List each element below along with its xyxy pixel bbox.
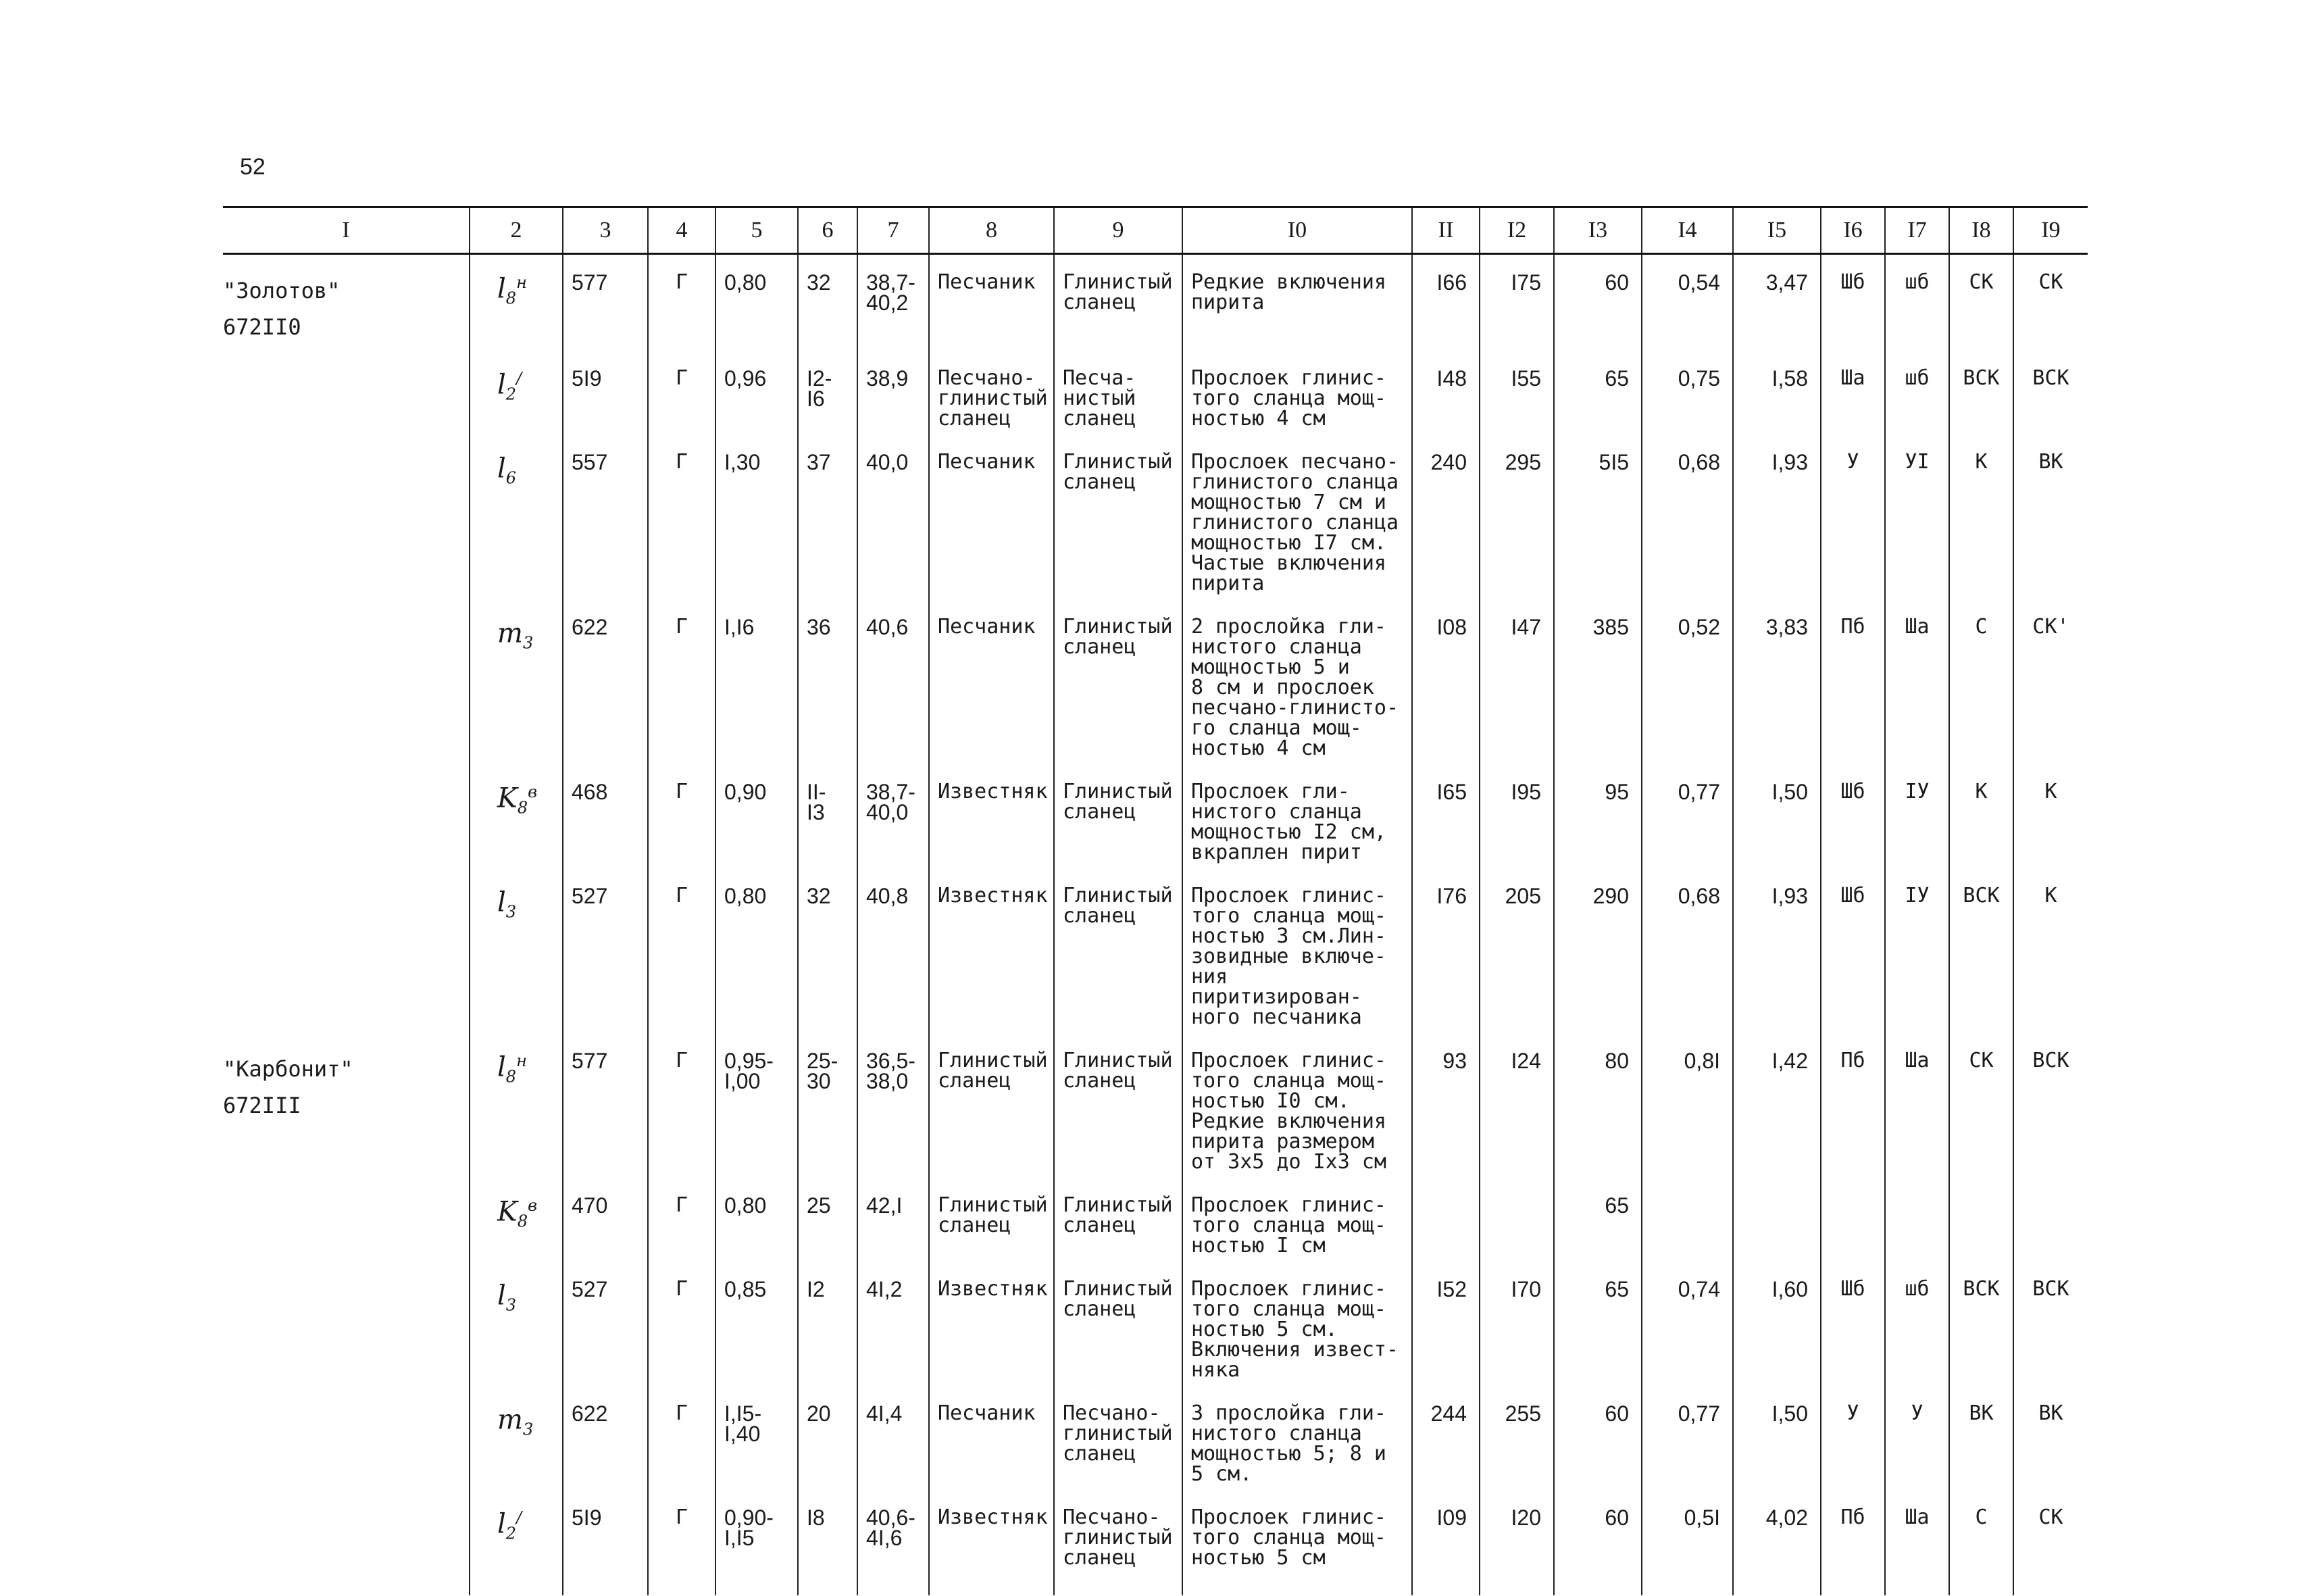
cell-c10: Прослоек песчано- глинистого сланца мощностью 7 см и глинистого сланца мощностью I7 см. Частые включения пирита: [1182, 434, 1412, 599]
header-cell: 8: [929, 207, 1054, 254]
header-cell: I3: [1554, 207, 1642, 254]
seam-subscript: 3: [522, 633, 534, 653]
seam-index: [470, 764, 563, 868]
cell-c19: ВСК: [2013, 1262, 2088, 1386]
cell-c16: Пб: [1821, 1033, 1885, 1178]
cell-c4: Г: [648, 1178, 715, 1262]
seam-index: [470, 868, 563, 1033]
cell-c14: 0,5I: [1642, 1490, 1733, 1595]
seam-letter: m: [497, 1404, 523, 1436]
seam-index: [470, 1178, 563, 1262]
cell-c5: 0,80: [715, 1178, 798, 1262]
cell-c4: Г: [648, 1490, 715, 1595]
cell-c15: I,50: [1733, 764, 1821, 868]
cell-c14: 0,75: [1642, 351, 1733, 434]
cell-c15: I,58: [1733, 351, 1821, 434]
cell-c13: 80: [1554, 1033, 1642, 1178]
mine-name-empty: [223, 868, 470, 1033]
seam-subscript: 2: [505, 1524, 517, 1543]
cell-c17: Ша: [1885, 599, 1949, 764]
cell-c12: I55: [1480, 351, 1554, 434]
cell-c13: 60: [1554, 1490, 1642, 1595]
cell-c13: 5I5: [1554, 434, 1642, 599]
cell-c5: I,I6: [715, 599, 798, 764]
cell-c10: Прослоек глинис- того сланца мощ- ностью 5 см. Включения извест- няка: [1182, 1262, 1412, 1386]
header-cell: 9: [1054, 207, 1182, 254]
seam-letter: l: [497, 887, 506, 918]
cell-c19: ВСК: [2013, 1033, 2088, 1178]
cell-c19: [2013, 1178, 2088, 1262]
cell-c16: Шб: [1821, 1262, 1885, 1386]
cell-c6: II- I3: [798, 764, 857, 868]
mine-name-empty: [223, 1262, 470, 1386]
cell-c13: 385: [1554, 599, 1642, 764]
cell-c10: 2 прослойка гли- нистого сланца мощностью 5 и 8 см и прослоек песчано-глинисто- го сланца мощ- ностью 4 см: [1182, 599, 1412, 764]
cell-c12: I70: [1480, 1262, 1554, 1386]
cell-c12: I75: [1480, 254, 1554, 351]
table-row: [223, 1386, 2088, 1490]
cell-c9: Глинистый сланец: [1054, 599, 1182, 764]
cell-c19: ВСК: [2013, 351, 2088, 434]
cell-c13: 65: [1554, 351, 1642, 434]
seam-subscript: 8: [517, 1212, 528, 1231]
cell-c5: 0,85: [715, 1262, 798, 1386]
cell-c14: 0,77: [1642, 764, 1733, 868]
cell-c11: I76: [1412, 868, 1480, 1033]
cell-c15: I,50: [1733, 1386, 1821, 1490]
cell-c5: I,30: [715, 434, 798, 599]
seam-letter: l: [497, 369, 506, 401]
cell-c7: 40,0: [857, 434, 929, 599]
cell-c14: 0,52: [1642, 599, 1733, 764]
cell-c5: 0,90: [715, 764, 798, 868]
cell-c7: 36,5- 38,0: [857, 1033, 929, 1178]
seam-superscript: в: [528, 782, 538, 801]
cell-c8: Песчано- глинистый сланец: [929, 351, 1054, 434]
cell-c15: 3,47: [1733, 254, 1821, 351]
cell-c6: I2- I6: [798, 351, 857, 434]
cell-c13: 95: [1554, 764, 1642, 868]
cell-c19: К: [2013, 764, 2088, 868]
seam-subscript: 6: [505, 468, 517, 488]
cell-c11: I08: [1412, 599, 1480, 764]
cell-c8: Глинистый сланец: [929, 1033, 1054, 1178]
cell-c15: [1733, 1178, 1821, 1262]
seam-letter: l: [497, 1508, 506, 1540]
cell-c18: ВСК: [1949, 1262, 2013, 1386]
cell-c10: Прослоек глинис- того сланца мощ- ностью I см: [1182, 1178, 1412, 1262]
seam-subscript: 8: [505, 289, 517, 308]
seam-superscript: /: [516, 1508, 522, 1527]
seam-subscript: 3: [522, 1420, 534, 1439]
seam-subscript: 8: [517, 798, 528, 818]
seam-index: [470, 351, 563, 434]
cell-c11: 244: [1412, 1386, 1480, 1490]
cell-c10: Прослоек глинис- того сланца мощ- ностью I0 см. Редкие включения пирита размером от 3х5 до Iх3 см: [1182, 1033, 1412, 1178]
cell-c7: 40,6: [857, 599, 929, 764]
cell-c14: 0,74: [1642, 1262, 1733, 1386]
cell-c16: Шб: [1821, 254, 1885, 351]
seam-subscript: 8: [505, 1067, 517, 1087]
cell-c7: 42,I: [857, 1178, 929, 1262]
cell-c5: 0,95- I,00: [715, 1033, 798, 1178]
header-cell: I6: [1821, 207, 1885, 254]
cell-c8: Известняк: [929, 868, 1054, 1033]
cell-c13: 65: [1554, 1178, 1642, 1262]
mine-name-empty: [223, 351, 470, 434]
cell-c17: шб: [1885, 254, 1949, 351]
header-cell: I2: [1480, 207, 1554, 254]
cell-c15: I,93: [1733, 434, 1821, 599]
table-row: [223, 868, 2088, 1033]
table-row: [223, 1490, 2088, 1595]
cell-c12: 205: [1480, 868, 1554, 1033]
cell-c12: 255: [1480, 1386, 1554, 1490]
cell-c6: 36: [798, 599, 857, 764]
mine-name-empty: [223, 1386, 470, 1490]
cell-c10: Прослоек глинис- того сланца мощ- ностью 3 см.Лин- зовидные включе- ния пиритизирован- ного песчаника: [1182, 868, 1412, 1033]
cell-c3: 468: [563, 764, 648, 868]
header-cell: I0: [1182, 207, 1412, 254]
cell-c17: [1885, 1178, 1949, 1262]
table-row: [223, 1262, 2088, 1386]
mine-name-empty: [223, 764, 470, 868]
table-row: [223, 254, 2088, 351]
header-cell: 3: [563, 207, 648, 254]
mine-name-empty: [223, 434, 470, 599]
header-cell: I8: [1949, 207, 2013, 254]
cell-c3: 622: [563, 1386, 648, 1490]
table-row: [223, 764, 2088, 868]
cell-c13: 60: [1554, 254, 1642, 351]
seam-letter: l: [497, 1051, 506, 1083]
cell-c6: I8: [798, 1490, 857, 1595]
seam-subscript: 2: [505, 384, 517, 404]
cell-c5: 0,96: [715, 351, 798, 434]
cell-c17: IУ: [1885, 764, 1949, 868]
seam-index: [470, 1262, 563, 1386]
cell-c19: ВК: [2013, 434, 2088, 599]
table-row: [223, 351, 2088, 434]
cell-c16: [1821, 1178, 1885, 1262]
cell-c6: 32: [798, 868, 857, 1033]
header-cell: 4: [648, 207, 715, 254]
cell-c15: 3,83: [1733, 599, 1821, 764]
cell-c14: 0,77: [1642, 1386, 1733, 1490]
cell-c12: I47: [1480, 599, 1554, 764]
cell-c18: К: [1949, 434, 2013, 599]
cell-c15: I,93: [1733, 868, 1821, 1033]
cell-c8: Песчаник: [929, 254, 1054, 351]
seam-index: [470, 599, 563, 764]
cell-c7: 40,8: [857, 868, 929, 1033]
cell-c3: 470: [563, 1178, 648, 1262]
seam-index: [470, 1033, 563, 1178]
cell-c14: 0,68: [1642, 434, 1733, 599]
cell-c4: Г: [648, 599, 715, 764]
cell-c4: Г: [648, 351, 715, 434]
cell-c5: 0,90- I,I5: [715, 1490, 798, 1595]
cell-c4: Г: [648, 868, 715, 1033]
cell-c19: ВК: [2013, 1386, 2088, 1490]
cell-c8: Песчаник: [929, 599, 1054, 764]
cell-c18: СК: [1949, 1033, 2013, 1178]
cell-c4: Г: [648, 434, 715, 599]
cell-c12: 295: [1480, 434, 1554, 599]
seam-index: [470, 434, 563, 599]
cell-c3: 577: [563, 254, 648, 351]
header-row: [223, 207, 2088, 254]
cell-c17: шб: [1885, 351, 1949, 434]
seam-letter: K: [497, 782, 518, 814]
cell-c17: У: [1885, 1386, 1949, 1490]
cell-c9: Глинистый сланец: [1054, 868, 1182, 1033]
cell-c11: I65: [1412, 764, 1480, 868]
cell-c5: 0,80: [715, 254, 798, 351]
cell-c8: Песчаник: [929, 434, 1054, 599]
table-row: [223, 1178, 2088, 1262]
header-cell: II: [1412, 207, 1480, 254]
cell-c16: У: [1821, 434, 1885, 599]
cell-c15: 4,02: [1733, 1490, 1821, 1595]
cell-c6: 32: [798, 254, 857, 351]
cell-c6: 20: [798, 1386, 857, 1490]
cell-c17: IУ: [1885, 868, 1949, 1033]
cell-c15: I,42: [1733, 1033, 1821, 1178]
cell-c4: Г: [648, 764, 715, 868]
cell-c18: СК: [1949, 254, 2013, 351]
cell-c4: Г: [648, 1386, 715, 1490]
cell-c11: [1412, 1178, 1480, 1262]
cell-c19: К: [2013, 868, 2088, 1033]
cell-c9: Песчано- глинистый сланец: [1054, 1490, 1182, 1595]
mine-name-empty: [223, 1490, 470, 1595]
header-cell: I4: [1642, 207, 1733, 254]
cell-c3: 557: [563, 434, 648, 599]
cell-c18: [1949, 1178, 2013, 1262]
cell-c13: 60: [1554, 1386, 1642, 1490]
cell-c16: У: [1821, 1386, 1885, 1490]
cell-c6: 37: [798, 434, 857, 599]
cell-c10: Прослоек гли- нистого сланца мощностью I2 см, вкраплен пирит: [1182, 764, 1412, 868]
cell-c12: [1480, 1178, 1554, 1262]
table-row: [223, 599, 2088, 764]
table-row: [223, 1033, 2088, 1178]
header-cell: 6: [798, 207, 857, 254]
cell-c12: I24: [1480, 1033, 1554, 1178]
cell-c11: I52: [1412, 1262, 1480, 1386]
cell-c10: Прослоек глинис- того сланца мощ- ностью 4 см: [1182, 351, 1412, 434]
cell-c17: УI: [1885, 434, 1949, 599]
cell-c14: 0,68: [1642, 868, 1733, 1033]
cell-c18: С: [1949, 1490, 2013, 1595]
seam-subscript: 3: [505, 902, 517, 922]
seam-letter: m: [497, 618, 523, 649]
cell-c4: Г: [648, 1262, 715, 1386]
cell-c19: СК': [2013, 599, 2088, 764]
cell-c7: 38,9: [857, 351, 929, 434]
cell-c5: 0,80: [715, 868, 798, 1033]
cell-c3: 5I9: [563, 351, 648, 434]
cell-c9: Глинистый сланец: [1054, 764, 1182, 868]
seam-subscript: 3: [505, 1295, 517, 1315]
cell-c10: Редкие включения пирита: [1182, 254, 1412, 351]
cell-c12: I20: [1480, 1490, 1554, 1595]
cell-c16: Шб: [1821, 764, 1885, 868]
seam-letter: l: [497, 273, 506, 305]
coal-seam-table: [223, 206, 2088, 1595]
header-cell: I5: [1733, 207, 1821, 254]
seam-superscript: н: [516, 1051, 527, 1070]
cell-c9: Глинистый сланец: [1054, 1033, 1182, 1178]
cell-c8: Известняк: [929, 1490, 1054, 1595]
seam-index: [470, 1386, 563, 1490]
seam-superscript: /: [516, 369, 522, 388]
seam-superscript: в: [528, 1196, 538, 1215]
cell-c4: Г: [648, 1033, 715, 1178]
cell-c6: 25: [798, 1178, 857, 1262]
cell-c11: I09: [1412, 1490, 1480, 1595]
header-cell: I9: [2013, 207, 2088, 254]
cell-c14: [1642, 1178, 1733, 1262]
cell-c12: I95: [1480, 764, 1554, 868]
cell-c16: Пб: [1821, 1490, 1885, 1595]
cell-c18: С: [1949, 599, 2013, 764]
cell-c17: Ша: [1885, 1490, 1949, 1595]
cell-c17: Ша: [1885, 1033, 1949, 1178]
cell-c14: 0,54: [1642, 254, 1733, 351]
cell-c9: Глинистый сланец: [1054, 254, 1182, 351]
seam-letter: l: [497, 453, 506, 484]
cell-c15: I,60: [1733, 1262, 1821, 1386]
mine-name-empty: [223, 599, 470, 764]
cell-c6: I2: [798, 1262, 857, 1386]
cell-c9: Песчано- глинистый сланец: [1054, 1386, 1182, 1490]
cell-c16: Пб: [1821, 599, 1885, 764]
cell-c5: I,I5- I,40: [715, 1386, 798, 1490]
cell-c4: Г: [648, 254, 715, 351]
cell-c17: шб: [1885, 1262, 1949, 1386]
cell-c18: К: [1949, 764, 2013, 868]
seam-index: [470, 1490, 563, 1595]
cell-c6: 25- 30: [798, 1033, 857, 1178]
cell-c8: Известняк: [929, 1262, 1054, 1386]
header-cell: 7: [857, 207, 929, 254]
cell-c18: ВСК: [1949, 351, 2013, 434]
cell-c11: I48: [1412, 351, 1480, 434]
cell-c19: СК: [2013, 254, 2088, 351]
cell-c10: 3 прослойка гли- нистого сланца мощностью 5; 8 и 5 см.: [1182, 1386, 1412, 1490]
cell-c8: Известняк: [929, 764, 1054, 868]
cell-c18: ВСК: [1949, 868, 2013, 1033]
cell-c11: 93: [1412, 1033, 1480, 1178]
header-cell: I7: [1885, 207, 1949, 254]
cell-c16: Ша: [1821, 351, 1885, 434]
cell-c9: Глинистый сланец: [1054, 1178, 1182, 1262]
mine-name: "Золотов" 672II0: [223, 278, 341, 340]
cell-c16: Шб: [1821, 868, 1885, 1033]
cell-c13: 65: [1554, 1262, 1642, 1386]
seam-letter: l: [497, 1280, 506, 1312]
cell-c10: Прослоек глинис- того сланца мощ- ностью 5 см: [1182, 1490, 1412, 1595]
header-cell: 5: [715, 207, 798, 254]
mine-name: "Карбонит" 672III: [223, 1056, 353, 1118]
cell-c19: СК: [2013, 1490, 2088, 1595]
cell-c7: 38,7- 40,0: [857, 764, 929, 868]
cell-c9: Песча- нистый сланец: [1054, 351, 1182, 434]
cell-c7: 4I,4: [857, 1386, 929, 1490]
cell-c7: 4I,2: [857, 1262, 929, 1386]
mine-name-empty: [223, 1178, 470, 1262]
cell-c8: Глинистый сланец: [929, 1178, 1054, 1262]
cell-c18: ВК: [1949, 1386, 2013, 1490]
cell-c3: 527: [563, 868, 648, 1033]
cell-c3: 622: [563, 599, 648, 764]
cell-c11: I66: [1412, 254, 1480, 351]
seam-index: [470, 254, 563, 351]
cell-c3: 577: [563, 1033, 648, 1178]
cell-c7: 38,7- 40,2: [857, 254, 929, 351]
cell-c11: 240: [1412, 434, 1480, 599]
cell-c3: 5I9: [563, 1490, 648, 1595]
cell-c14: 0,8I: [1642, 1033, 1733, 1178]
cell-c13: 290: [1554, 868, 1642, 1033]
cell-c3: 527: [563, 1262, 648, 1386]
cell-c8: Песчаник: [929, 1386, 1054, 1490]
header-cell: I: [342, 218, 350, 243]
cell-c7: 40,6- 4I,6: [857, 1490, 929, 1595]
header-cell: 2: [470, 207, 563, 254]
cell-c9: Глинистый сланец: [1054, 1262, 1182, 1386]
table-row: [223, 434, 2088, 599]
seam-letter: K: [497, 1196, 518, 1228]
seam-superscript: н: [516, 273, 527, 292]
page-number: 52: [240, 154, 266, 180]
cell-c9: Глинистый сланец: [1054, 434, 1182, 599]
